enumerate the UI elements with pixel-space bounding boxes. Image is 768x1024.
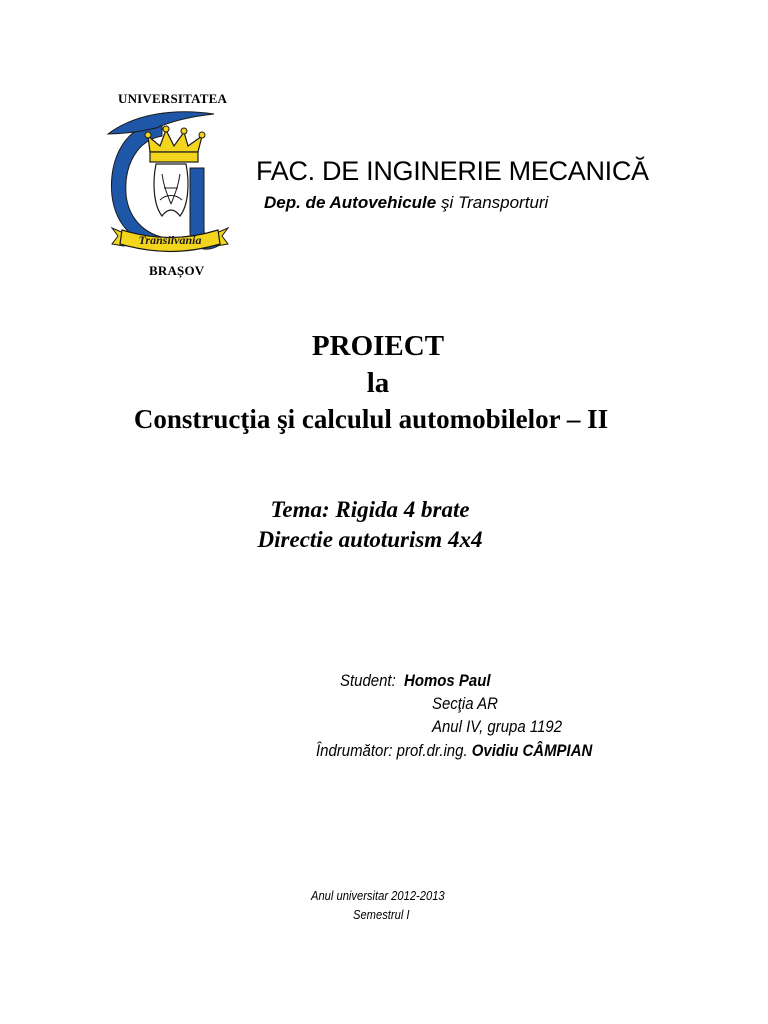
department-name [264,193,548,213]
title-line-2: la [366,367,390,399]
academic-year: Anul universitar 2012-2013 [311,888,445,903]
department-name-bold: Dep. de Autovehicule [264,193,437,212]
faculty-name: FAC. DE INGINERIE MECANICĂ [256,156,649,186]
logo-bottom-text: BRAȘOV [149,263,205,278]
department-name-rest: şi Transporturi [436,193,549,212]
student-label: Student: [340,671,396,690]
course-title: Construcţia şi calculul automobilelor – II [133,404,609,434]
advisor-label: Îndrumător: prof.dr.ing. [316,741,468,760]
semester: Semestrul I [353,907,410,922]
theme-line-1: Tema: Rigida 4 brate [270,497,470,522]
advisor-name: Ovidiu CÂMPIAN [471,741,593,760]
logo-ribbon-text: Transilvania [138,233,202,247]
university-logo [104,88,236,284]
advisor-line [316,741,592,761]
theme-line-2: Directie autoturism 4x4 [257,527,483,552]
title-line-1: PROIECT [311,330,445,362]
year-group-line: Anul IV, grupa 1192 [432,717,563,736]
student-name: Homos Paul [404,671,491,690]
logo-top-text: UNIVERSITATEA [118,91,228,106]
student-line [340,671,491,691]
section-line: Secţia AR [432,694,498,713]
